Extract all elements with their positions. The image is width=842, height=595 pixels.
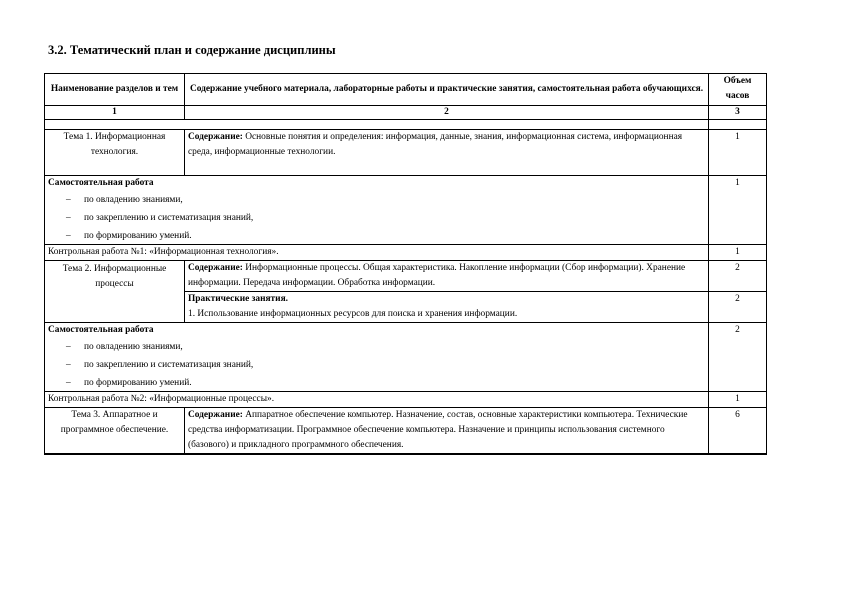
self-work-list [48,193,705,244]
topic-2-practice [185,292,709,323]
empty-row [45,120,767,130]
topic-2-name: Тема 2. Информационные процессы [45,261,185,323]
column-number-row [45,106,767,120]
header-content: Содержание учебного материала, лабораторные работы и практические занятия, самостоятельная работа обучающихся. [185,74,709,106]
list-item: – по формированию умений. [66,231,192,241]
thematic-plan-table [44,73,767,455]
self-work-label: Самостоятельная работа [48,325,154,335]
practice-label: Практические занятия. [188,294,288,304]
header-hours: Объем часов [709,74,767,106]
section-title: 3.2. Тематический план и содержание дисциплины [48,43,336,57]
content-text: Информационные процессы. Общая характеристика. Накопление информации (Сбор информации). Хранение информации. Передача информации. Обработка информации. [188,263,686,288]
list-item: – по закреплению и систематизация знаний, [66,213,254,223]
self-work-1-hours: 1 [709,176,767,245]
control-2-row [45,392,767,408]
self-work-2-row [45,323,767,392]
control-2-hours: 1 [709,392,767,408]
content-label: Содержание: [188,410,243,420]
control-1-hours: 1 [709,245,767,261]
content-label: Содержание: [188,132,243,142]
content-text: Основные понятия и определения: информация, данные, знания, информационная система, информационная среда, информационные технологии. [188,132,683,157]
self-work-2 [45,323,709,392]
topic-3-row [45,408,767,455]
topic-1-name: Тема 1. Информационная технология. [45,130,185,176]
topic-3-content [185,408,709,455]
self-work-1 [45,176,709,245]
topic-1-content [185,130,709,176]
topic-1-hours: 1 [709,130,767,176]
topic-3-name: Тема 3. Аппаратное и программное обеспечение. [45,408,185,455]
control-work-1: Контрольная работа №1: «Информационная технология». [45,245,709,261]
practice-text: 1. Использование информационных ресурсов для поиска и хранения информации. [188,309,518,319]
column-number-2: 2 [185,106,709,120]
column-number-3: 3 [709,106,767,120]
topic-2-content-hours: 2 [709,261,767,292]
topic-2-content-row [45,261,767,292]
list-item: – по закреплению и систематизация знаний, [66,360,254,370]
self-work-1-row [45,176,767,245]
content-text: Аппаратное обеспечение компьютер. Назначение, состав, основные характеристики компьютера. Технические средства информатизации. Программное обеспечение компьютера. Назначение и принципы использования системного (базового) и прикладного программного обеспечения. [188,410,688,450]
list-item: – по овладению знаниями, [66,342,183,352]
self-work-2-hours: 2 [709,323,767,392]
list-item: – по овладению знаниями, [66,195,183,205]
control-1-row [45,245,767,261]
column-number-1: 1 [45,106,185,120]
content-label: Содержание: [188,263,243,273]
table-header-row [45,74,767,106]
self-work-label: Самостоятельная работа [48,178,154,188]
control-work-2: Контрольная работа №2: «Информационные процессы». [45,392,709,408]
header-sections: Наименование разделов и тем [45,74,185,106]
topic-2-practice-hours: 2 [709,292,767,323]
topic-1-row [45,130,767,176]
list-item: – по формированию умений. [66,378,192,388]
self-work-list [48,340,705,391]
topic-2-content [185,261,709,292]
topic-3-hours: 6 [709,408,767,455]
